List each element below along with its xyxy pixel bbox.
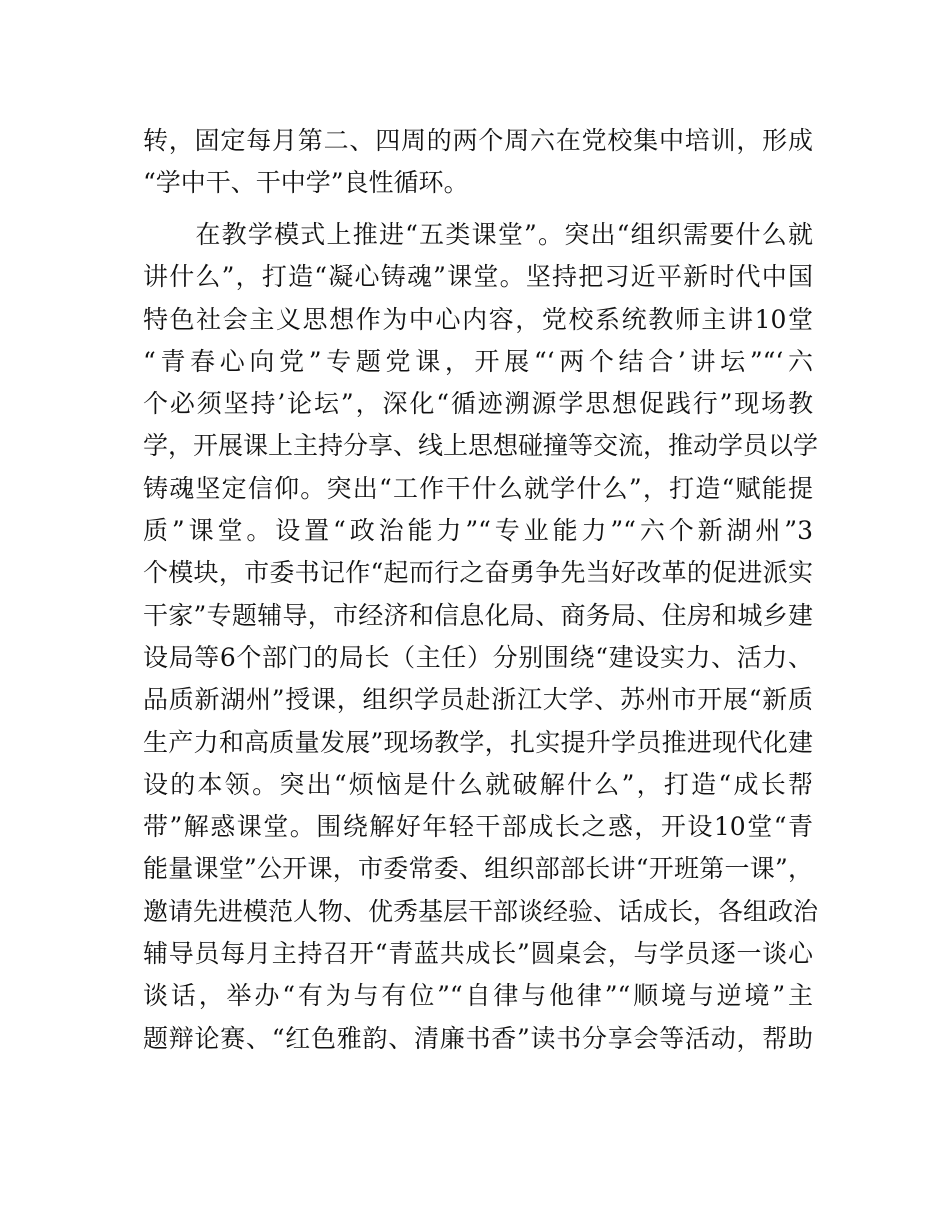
text-line: 铸魂坚定信仰。突出“工作干什么就学什么”，打造“赋能提 bbox=[143, 473, 813, 503]
text-line: “青春心向党”专题党课，开展“‘两个结合’讲坛”“‘六 bbox=[143, 346, 813, 376]
text-line: 品质新湖州”授课，组织学员赴浙江大学、苏州市开展“新质 bbox=[143, 685, 813, 715]
text-line: 讲什么”，打造“凝心铸魂”课堂。坚持把习近平新时代中国 bbox=[143, 262, 813, 292]
text-line: 设局等6个部门的局长（主任）分别围绕“建设实力、活力、 bbox=[143, 642, 813, 672]
text-line: 特色社会主义思想作为中心内容，党校系统教师主讲10堂 bbox=[143, 304, 813, 334]
text-line: 带”解惑课堂。围绕解好年轻干部成长之惑，开设10堂“青 bbox=[143, 812, 813, 842]
text-line: 邀请先进模范人物、优秀基层干部谈经验、话成长，各组政治 bbox=[143, 896, 819, 926]
text-line: “学中干、干中学”良性循环。 bbox=[143, 168, 469, 198]
text-line: 转，固定每月第二、四周的两个周六在党校集中培训，形成 bbox=[143, 126, 813, 155]
paragraph-1 bbox=[143, 120, 813, 205]
text-line: 个必须坚持’论坛”，深化“循迹溯源学思想促践行”现场教 bbox=[143, 389, 813, 419]
text-line: 生产力和高质量发展”现场教学，扎实提升学员推进现代化建 bbox=[143, 727, 813, 757]
text-line: 干家”专题辅导，市经济和信息化局、商务局、住房和城乡建 bbox=[143, 600, 813, 630]
text-line: 在教学模式上推进“五类课堂”。突出“组织需要什么就 bbox=[143, 220, 813, 249]
paragraph-2 bbox=[143, 214, 819, 1060]
text-line: 学，开展课上主持分享、线上思想碰撞等交流，推动学员以学 bbox=[143, 431, 819, 461]
text-line: 质”课堂。设置“政治能力”“专业能力”“六个新湖州”3 bbox=[143, 516, 813, 546]
text-line: 设的本领。突出“烦恼是什么就破解什么”，打造“成长帮 bbox=[143, 769, 813, 799]
text-line: 辅导员每月主持召开“青蓝共成长”圆桌会，与学员逐一谈心 bbox=[143, 939, 813, 969]
text-line: 谈话，举办“有为与有位”“自律与他律”“顺境与逆境”主 bbox=[143, 981, 813, 1011]
text-line: 能量课堂”公开课，市委常委、组织部部长讲“开班第一课”， bbox=[143, 854, 813, 884]
text-line: 个模块，市委书记作“起而行之奋勇争先当好改革的促进派实 bbox=[143, 558, 813, 588]
text-line: 题辩论赛、“红色雅韵、清廉书香”读书分享会等活动，帮助 bbox=[143, 1023, 813, 1053]
